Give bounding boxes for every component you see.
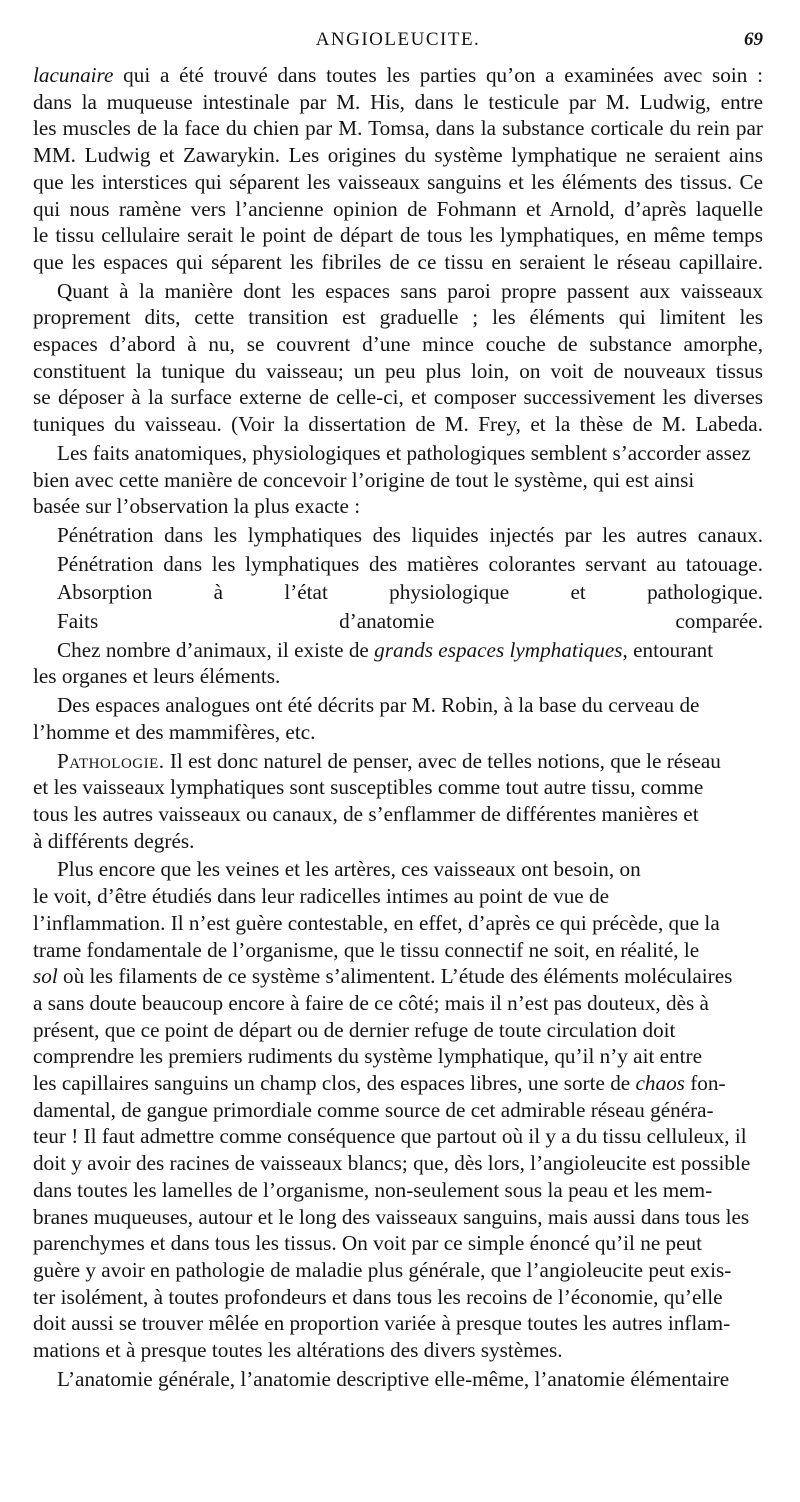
text-line: Plus encore que les veines et les artères, ces vaisseaux ont besoin, on: [57, 857, 641, 882]
text-line: L’anatomie générale, l’anatomie descriptive elle-même, l’anatomie élémentaire: [57, 1366, 730, 1391]
text-line: fon-: [684, 1071, 726, 1096]
text-line: qui a été trouvé dans toutes les parties qu’on a examinées avec soin :: [113, 63, 763, 87]
paragraph: [33, 608, 763, 635]
paragraph: [33, 62, 763, 276]
text-line: constituent la tunique du vaisseau; un peu plus loin, on voit de nouveaux tissus: [33, 358, 763, 383]
text-line: et les vaisseaux lymphatiques sont susceptibles comme tout autre tissu, comme: [33, 775, 704, 800]
text-line: ter isolément, à toutes profondeurs et dans tous les recoins de l’économie, qu’elle: [33, 1284, 723, 1309]
text-line: Pénétration dans les lymphatiques des liquides injectés par les autres canaux.: [57, 522, 763, 547]
text-line: mations et à presque toutes les altérations des divers systèmes.: [33, 1338, 563, 1363]
text-line: Pénétration dans les lymphatiques des matières colorantes servant au tatouage.: [57, 551, 763, 576]
text-line: espaces d’abord à nu, se couvrent d’une mince couche de substance amorphe,: [33, 332, 763, 357]
text-line: Il est donc naturel de penser, avec de telles notions, que le réseau: [164, 748, 721, 773]
text-line: dans la muqueuse intestinale par M. His, dans le testicule par M. Ludwig, entre: [33, 89, 763, 114]
text-line: le voit, d’être étudiés dans leur radicelles intimes au point de vue de: [33, 884, 609, 909]
text-line: les muscles de la face du chien par M. Tomsa, dans la substance corticale du rein par: [33, 116, 763, 141]
text-line: bien avec cette manière de concevoir l’origine de tout le système, qui est ainsi: [33, 467, 695, 492]
text-line: se déposer à la surface externe de celle-ci, et composer successivement les diverses: [33, 385, 763, 410]
paragraph: [33, 551, 763, 578]
text-line: présent, que ce point de départ ou de dernier refuge de toute circulation doit: [33, 1017, 676, 1042]
text-line: dans toutes les lamelles de l’organisme, non-seulement sous la peau et les mem-: [33, 1177, 713, 1202]
text-line: parenchymes et dans tous les tissus. On voit par ce simple énoncé qu’il ne peut: [33, 1231, 703, 1256]
text-line: a sans doute beaucoup encore à faire de ce côté; mais il n’est pas douteux, dès à: [33, 990, 709, 1015]
paragraph: [33, 856, 763, 1363]
paragraph: [33, 579, 763, 606]
paragraph: [33, 522, 763, 549]
text-line: doit aussi se trouver mêlée en proportion variée à presque toutes les autres inflam-: [33, 1311, 731, 1336]
text-line: où les filaments de ce système s’alimentent. L’étude des éléments moléculaires: [57, 964, 733, 989]
section-heading: Pathologie.: [57, 748, 165, 773]
text-line: le tissu cellulaire serait le point de départ de tous les lymphatiques, en même temps: [33, 223, 763, 248]
text-line: comprendre les premiers rudiments du système lymphatique, qu’il n’y ait entre: [33, 1044, 702, 1069]
text-line: proprement dits, cette transition est graduelle ; les éléments qui limitent les: [33, 305, 763, 330]
text-body: [33, 62, 763, 1392]
text-line: l’homme et des mammifères, etc.: [33, 719, 316, 744]
paragraph: [33, 637, 763, 690]
text-line: l’inflammation. Il n’est guère contestable, en effet, d’après ce qui précède, que la: [33, 910, 720, 935]
text-line: Des espaces analogues ont été décrits par M. Robin, à la base du cerveau de: [57, 693, 700, 718]
text-line: Chez nombre d’animaux, il existe de: [57, 637, 375, 662]
text-line: Les faits anatomiques, physiologiques et pathologiques semblent s’accorder assez: [57, 440, 751, 465]
text-line: teur ! Il faut admettre comme conséquence que partout où il y a du tissu celluleux, il: [33, 1124, 747, 1149]
text-line: , entourant: [622, 637, 714, 662]
text-line: les capillaires sanguins un champ clos, des espaces libres, une sorte de: [33, 1071, 636, 1096]
text-line: qui nous ramène vers l’ancienne opinion de Fohmann et Arnold, d’après laquelle: [33, 196, 763, 221]
text-line: doit y avoir des racines de vaisseaux blancs; que, dès lors, l’angioleucite est possible: [33, 1151, 751, 1176]
text-line: Absorption à l’état physiologique et pathologique.: [57, 580, 763, 605]
text-line: les organes et leurs éléments.: [33, 664, 281, 689]
book-page: [33, 26, 763, 1392]
text-line: guère y avoir en pathologie de maladie plus générale, que l’angioleucite peut exis-: [33, 1257, 732, 1282]
page-header: [33, 26, 763, 54]
italic-term: sol: [33, 964, 58, 989]
text-line: à différents degrés.: [33, 828, 195, 853]
paragraph: [33, 748, 763, 855]
text-line: que les espaces qui séparent les fibriles de ce tissu en seraient le réseau capillaire.: [33, 249, 763, 274]
paragraph: [33, 1366, 763, 1393]
italic-term: lacunaire: [33, 63, 114, 87]
paragraph: [33, 440, 763, 520]
paragraph: [33, 692, 763, 745]
page-number: 69: [744, 29, 763, 50]
italic-term: grands espaces lymphatiques: [374, 637, 623, 662]
text-line: trame fondamentale de l’organisme, que le tissu connectif ne soit, en réalité, le: [33, 937, 700, 962]
text-line: Faits d’anatomie comparée.: [57, 609, 763, 634]
text-line: tous les autres vaisseaux ou canaux, de s’enflammer de différentes manières et: [33, 801, 699, 826]
paragraph: [33, 278, 763, 438]
text-line: MM. Ludwig et Zawarykin. Les origines du système lymphatique ne seraient ains: [33, 143, 763, 168]
text-line: branes muqueuses, autour et le long des vaisseaux sanguins, mais aussi dans tous les: [33, 1204, 750, 1229]
running-title: ANGIOLEUCITE.: [315, 29, 481, 50]
text-line: damental, de gangue primordiale comme source de cet admirable réseau généra-: [33, 1097, 714, 1122]
text-line: que les interstices qui séparent les vaisseaux sanguins et les éléments des tissus. Ce: [33, 169, 763, 194]
text-line: Quant à la manière dont les espaces sans paroi propre passent aux vaisseaux: [57, 278, 763, 303]
text-line: tuniques du vaisseau. (Voir la dissertation de M. Frey, et la thèse de M. Labeda.: [33, 412, 763, 437]
italic-term: chaos: [635, 1071, 685, 1096]
text-line: basée sur l’observation la plus exacte :: [33, 494, 361, 519]
